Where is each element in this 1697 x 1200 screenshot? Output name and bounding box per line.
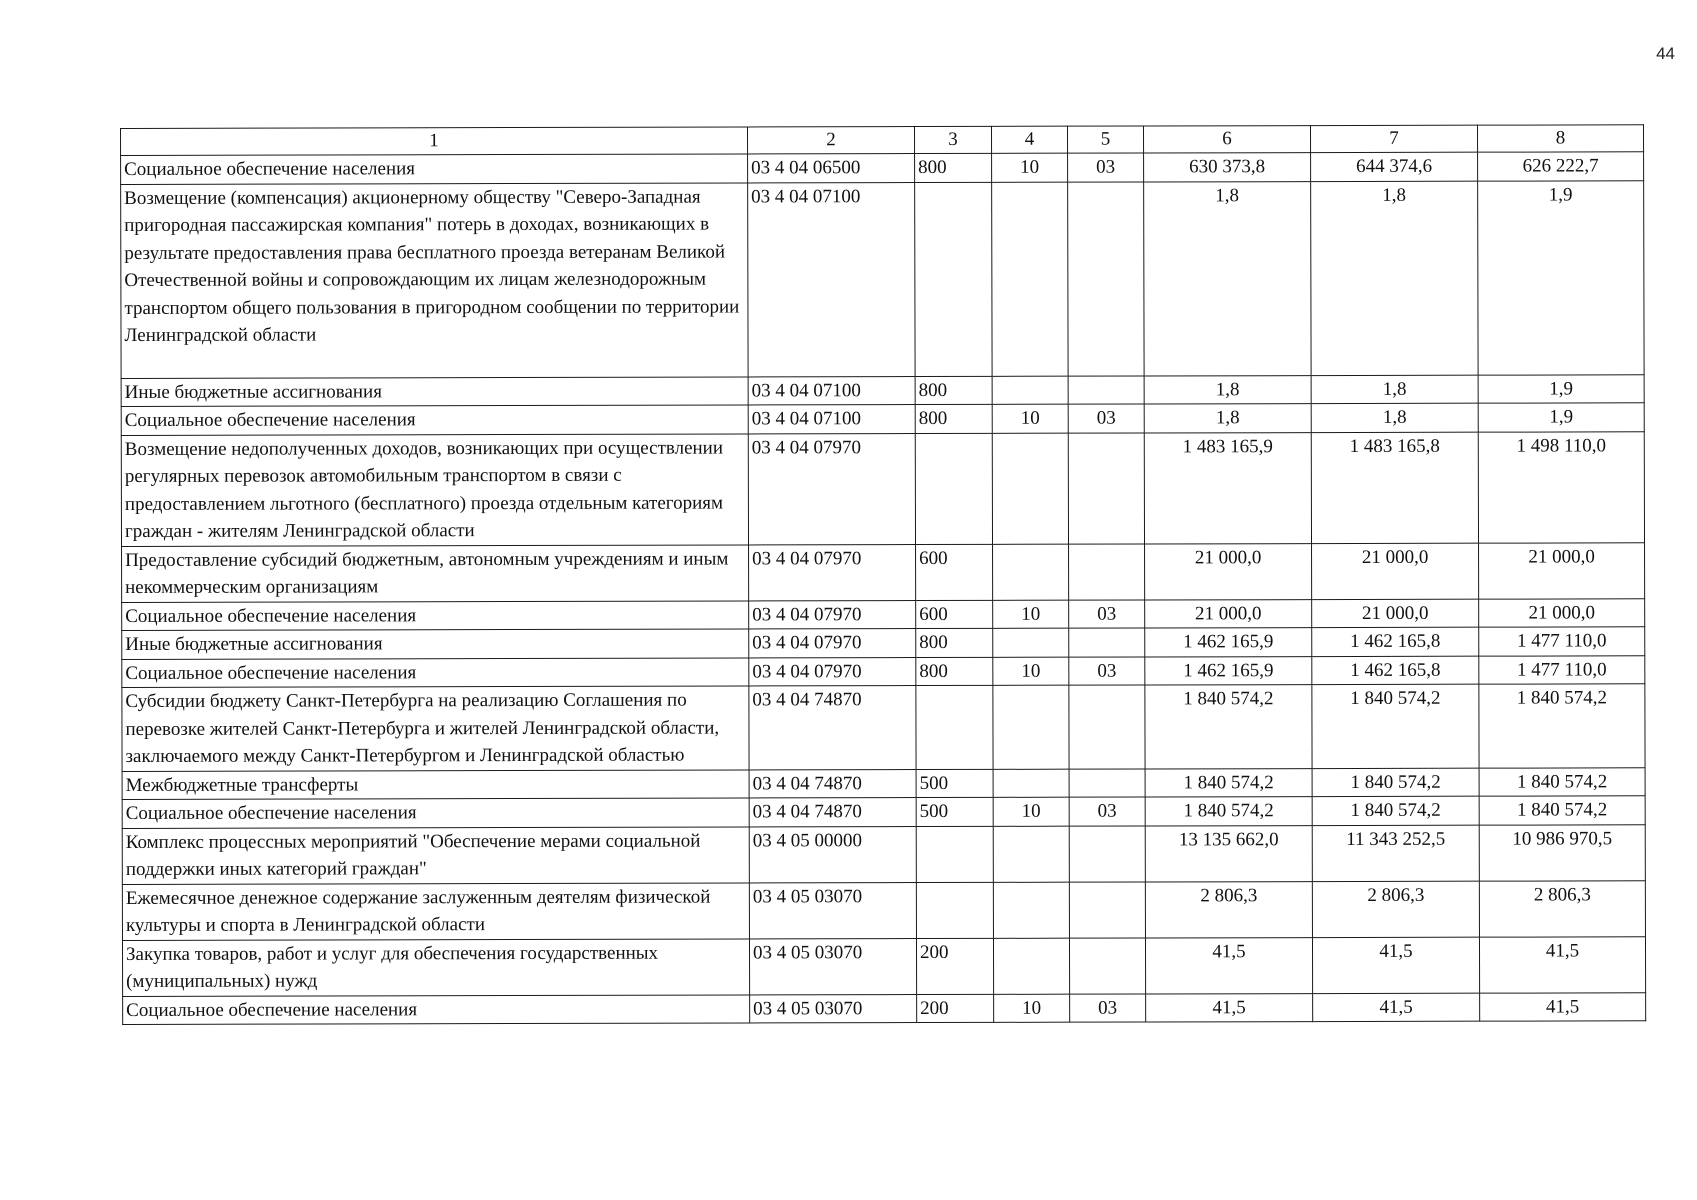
header-cell: 1 (121, 127, 748, 156)
row-section-cell: 10 (992, 404, 1068, 433)
row-subsection-cell (1069, 543, 1145, 599)
row-amount-3-cell: 1 840 574,2 (1479, 796, 1645, 825)
row-amount-3-cell: 1 498 110,0 (1478, 431, 1644, 542)
row-expense-type-cell: 200 (917, 994, 994, 1023)
row-amount-2-cell: 2 806,3 (1312, 881, 1479, 937)
row-amount-1-cell: 41,5 (1145, 937, 1312, 993)
table-row (121, 431, 1644, 546)
row-amount-3-cell: 41,5 (1480, 992, 1646, 1021)
row-section-cell (992, 182, 1068, 376)
row-expense-type-cell: 800 (916, 657, 993, 686)
table-row (122, 655, 1645, 687)
row-name-cell: Социальное обеспечение населения (121, 405, 748, 435)
row-code-cell: 03 4 04 07970 (748, 433, 915, 544)
row-name-cell: Социальное обеспечение населения (123, 994, 750, 1024)
row-expense-type-cell: 800 (916, 628, 993, 657)
row-amount-3-cell: 10 986 970,5 (1479, 824, 1645, 880)
row-amount-1-cell: 1 840 574,2 (1145, 797, 1312, 826)
row-amount-2-cell: 21 000,0 (1312, 599, 1479, 628)
row-amount-1-cell: 21 000,0 (1145, 543, 1312, 599)
row-name-cell: Межбюджетные трансферты (122, 769, 749, 799)
table-header-row (121, 125, 1644, 156)
row-amount-1-cell: 1 840 574,2 (1145, 768, 1312, 797)
table-row (122, 627, 1645, 659)
row-name-cell: Закупка товаров, работ и услуг для обеспечения государственных (муниципальных) нужд (122, 938, 749, 996)
row-amount-3-cell: 21 000,0 (1479, 542, 1645, 598)
row-amount-1-cell: 1 462 165,9 (1145, 656, 1312, 685)
row-expense-type-cell (916, 685, 993, 769)
row-section-cell (993, 628, 1069, 657)
row-amount-2-cell: 1 840 574,2 (1312, 684, 1479, 768)
row-code-cell: 03 4 04 07970 (749, 600, 916, 629)
table-row (121, 180, 1644, 378)
table-row (122, 936, 1645, 996)
header-cell: 2 (747, 127, 914, 154)
row-amount-2-cell: 1 840 574,2 (1312, 796, 1479, 825)
row-code-cell: 03 4 05 00000 (749, 826, 916, 882)
row-name-cell: Иные бюджетные ассигнования (121, 376, 748, 406)
row-name-cell: Ежемесячное денежное содержание заслуженным деятелям физической культуры и спорта в Ленинградской области (122, 882, 749, 940)
budget-table (120, 124, 1646, 1025)
row-amount-2-cell: 644 374,6 (1311, 152, 1478, 181)
row-code-cell: 03 4 04 07100 (748, 405, 915, 434)
row-section-cell: 10 (993, 797, 1069, 826)
header-cell: 4 (991, 126, 1067, 153)
row-code-cell: 03 4 05 03070 (749, 882, 916, 938)
row-subsection-cell: 03 (1069, 797, 1145, 826)
row-amount-1-cell: 1,8 (1144, 375, 1311, 404)
row-amount-2-cell: 41,5 (1313, 993, 1480, 1022)
budget-table-sheet (120, 124, 1646, 1025)
table-row (121, 374, 1644, 406)
row-amount-1-cell: 21 000,0 (1145, 599, 1312, 628)
row-code-cell: 03 4 04 06500 (748, 154, 915, 183)
row-amount-3-cell: 1 840 574,2 (1479, 767, 1645, 796)
row-amount-3-cell: 1 840 574,2 (1479, 684, 1645, 768)
table-row (121, 152, 1644, 184)
header-cell: 5 (1067, 126, 1143, 153)
row-section-cell: 10 (992, 153, 1068, 182)
row-section-cell: 10 (994, 994, 1070, 1023)
row-section-cell: 10 (993, 657, 1069, 686)
row-name-cell: Возмещение недополученных доходов, возникающих при осуществлении регулярных перевозок автомобильным транспортом в связи с предоставлением льготного (бесплатного) проезда отдельным категориям граждан - жителям Ленинградской области (121, 433, 748, 546)
row-amount-3-cell: 1 477 110,0 (1479, 655, 1645, 684)
row-name-cell: Субсидии бюджету Санкт-Петербурга на реализацию Соглашения по перевозке жителей Санкт-Петербурга и жителей Ленинградской области, заключаемого между Санкт-Петербургом и Ленинградской областью (122, 686, 749, 771)
row-expense-type-cell (916, 882, 993, 938)
row-amount-1-cell: 630 373,8 (1144, 153, 1311, 182)
row-section-cell (993, 938, 1069, 994)
row-expense-type-cell: 600 (916, 600, 993, 629)
row-expense-type-cell: 600 (916, 544, 993, 600)
row-amount-2-cell: 1,8 (1311, 181, 1478, 375)
row-expense-type-cell (915, 182, 992, 376)
row-amount-3-cell: 1,9 (1478, 374, 1644, 403)
header-cell: 8 (1477, 125, 1643, 152)
table-row (122, 598, 1645, 630)
row-amount-2-cell: 21 000,0 (1312, 543, 1479, 599)
row-subsection-cell (1068, 432, 1144, 543)
row-name-cell: Социальное обеспечение населения (122, 798, 749, 828)
row-amount-3-cell: 1,9 (1478, 180, 1644, 374)
row-name-cell: Социальное обеспечение населения (121, 154, 748, 184)
row-subsection-cell: 03 (1070, 993, 1146, 1022)
row-subsection-cell: 03 (1069, 599, 1145, 628)
table-row (122, 824, 1645, 884)
page-number: 44 (1656, 44, 1675, 63)
row-name-cell: Предоставление субсидий бюджетным, автономным учреждениям и иным некоммерческим организациям (122, 544, 749, 602)
row-expense-type-cell: 800 (915, 153, 992, 182)
table-row (122, 796, 1645, 828)
row-subsection-cell (1069, 768, 1145, 797)
row-subsection-cell (1068, 375, 1144, 404)
row-name-cell: Социальное обеспечение населения (122, 600, 749, 630)
row-subsection-cell (1069, 685, 1145, 769)
row-amount-1-cell: 2 806,3 (1145, 881, 1312, 937)
row-section-cell (992, 433, 1068, 544)
row-section-cell (993, 826, 1069, 882)
row-amount-3-cell: 2 806,3 (1479, 880, 1645, 936)
row-code-cell: 03 4 04 74870 (749, 686, 916, 770)
row-expense-type-cell (915, 433, 992, 544)
row-expense-type-cell (916, 826, 993, 882)
row-subsection-cell (1069, 628, 1145, 657)
table-row (122, 684, 1645, 771)
row-subsection-cell (1069, 881, 1145, 937)
row-amount-3-cell: 1,9 (1478, 403, 1644, 432)
row-expense-type-cell: 800 (915, 376, 992, 405)
row-amount-2-cell: 1 840 574,2 (1312, 768, 1479, 797)
row-amount-1-cell: 1 840 574,2 (1145, 685, 1312, 769)
row-code-cell: 03 4 04 07970 (749, 629, 916, 658)
row-subsection-cell (1069, 937, 1145, 993)
row-name-cell: Социальное обеспечение населения (122, 657, 749, 687)
table-row (122, 767, 1645, 799)
row-amount-3-cell: 41,5 (1479, 936, 1645, 992)
row-subsection-cell (1068, 181, 1144, 375)
row-code-cell: 03 4 05 03070 (750, 994, 917, 1023)
table-row (123, 992, 1646, 1024)
row-amount-2-cell: 41,5 (1312, 937, 1479, 993)
row-amount-1-cell: 1,8 (1144, 404, 1311, 433)
row-section-cell (992, 376, 1068, 405)
row-section-cell (993, 769, 1069, 798)
table-row (121, 403, 1644, 435)
header-cell: 3 (914, 126, 991, 153)
row-name-cell: Иные бюджетные ассигнования (122, 629, 749, 659)
row-expense-type-cell: 800 (915, 404, 992, 433)
row-section-cell (993, 544, 1069, 600)
header-cell: 7 (1310, 125, 1477, 152)
row-name-cell: Возмещение (компенсация) акционерному обществу "Северо-Западная пригородная пассажирская компания" потерь в доходах, возникающих в результате предоставления права бесплатного проезда ветеранам Великой Отечественной войны и сопровождающим их лицам железнодорожным транспортом общего пользования в пригородном сообщении по территории Ленинградской области (121, 182, 748, 378)
row-expense-type-cell: 500 (916, 769, 993, 798)
header-cell: 6 (1143, 126, 1310, 153)
row-amount-2-cell: 1 462 165,8 (1312, 627, 1479, 656)
row-subsection-cell: 03 (1068, 404, 1144, 433)
row-code-cell: 03 4 04 07970 (749, 657, 916, 686)
row-amount-2-cell: 1,8 (1311, 403, 1478, 432)
row-subsection-cell (1069, 825, 1145, 881)
row-code-cell: 03 4 04 07100 (748, 376, 915, 405)
row-subsection-cell: 03 (1068, 153, 1144, 182)
row-subsection-cell: 03 (1069, 656, 1145, 685)
row-amount-1-cell: 1 462 165,9 (1145, 628, 1312, 657)
row-section-cell (993, 685, 1069, 769)
row-amount-2-cell: 1 462 165,8 (1312, 656, 1479, 685)
row-amount-1-cell: 1,8 (1144, 181, 1311, 375)
row-amount-3-cell: 626 222,7 (1478, 152, 1644, 181)
row-section-cell: 10 (993, 600, 1069, 629)
row-code-cell: 03 4 04 74870 (749, 769, 916, 798)
table-row (122, 542, 1645, 602)
row-code-cell: 03 4 04 07100 (748, 182, 915, 376)
row-expense-type-cell: 200 (916, 938, 993, 994)
table-row (122, 880, 1645, 940)
row-amount-2-cell: 11 343 252,5 (1312, 825, 1479, 881)
row-amount-3-cell: 21 000,0 (1479, 598, 1645, 627)
row-amount-2-cell: 1 483 165,8 (1311, 432, 1478, 543)
row-amount-1-cell: 13 135 662,0 (1145, 825, 1312, 881)
row-amount-2-cell: 1,8 (1311, 375, 1478, 404)
row-code-cell: 03 4 04 07970 (749, 544, 916, 600)
row-expense-type-cell: 500 (916, 797, 993, 826)
row-code-cell: 03 4 05 03070 (749, 938, 916, 994)
row-amount-1-cell: 41,5 (1146, 993, 1313, 1022)
row-name-cell: Комплекс процессных мероприятий "Обеспечение мерами социальной поддержки иных категорий граждан" (122, 826, 749, 884)
row-amount-1-cell: 1 483 165,9 (1144, 432, 1311, 543)
row-amount-3-cell: 1 477 110,0 (1479, 627, 1645, 656)
row-code-cell: 03 4 04 74870 (749, 798, 916, 827)
row-section-cell (993, 882, 1069, 938)
